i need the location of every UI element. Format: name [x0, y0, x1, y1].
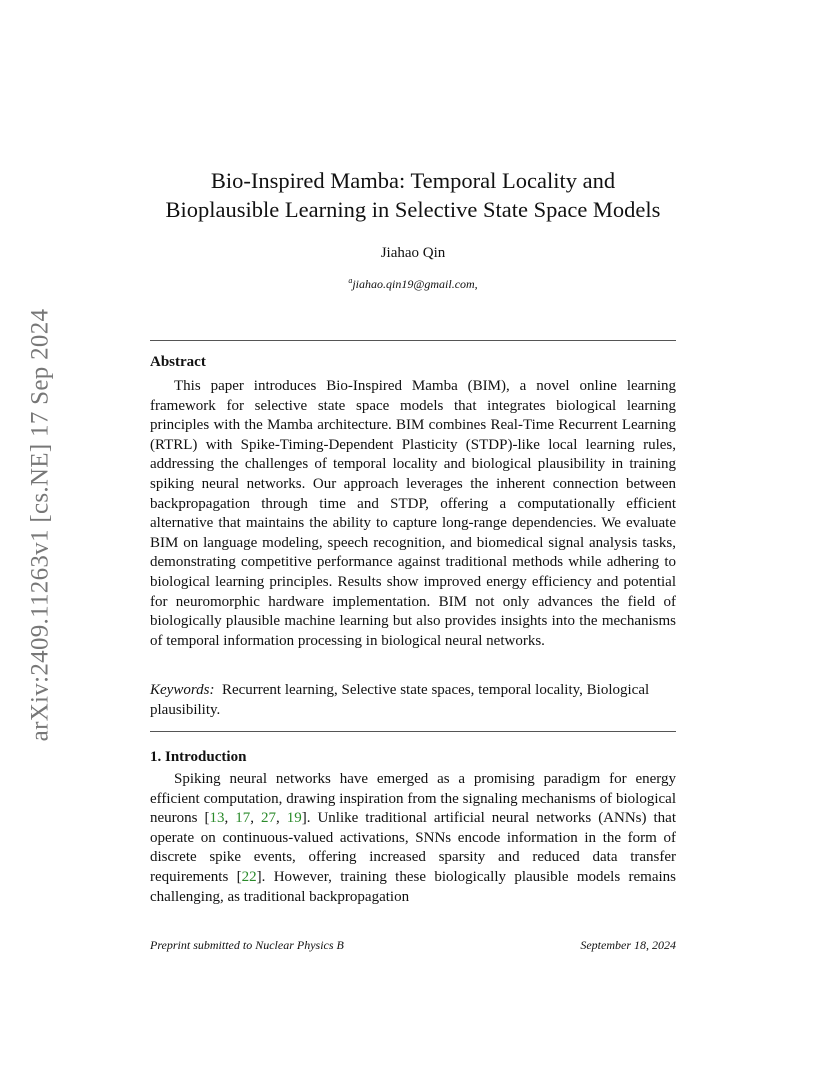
citation-17[interactable]: 17: [235, 810, 251, 827]
introduction-paragraph: Spiking neural networks have emerged as a promising paradigm for energy efficient computation, drawing inspiration from the signaling mechanisms of biological neurons [13, 17, 27, 19]. Unlike traditional artificial neural networks (ANNs) that operate on continuous-valued activations, SNNs encode information in the form of discrete spike events, offering increased sparsity and reduced data transfer requirements [22]. However, training these biologically plausible models remains challenging, as traditional backpropagation: [150, 771, 676, 905]
affiliation-mark: a: [348, 276, 353, 285]
footer-date: September 18, 2024: [580, 938, 676, 952]
keywords: [150, 680, 676, 720]
keywords-label: Keywords:: [150, 682, 215, 698]
citation-19[interactable]: 19: [286, 810, 302, 827]
bottom-rule: [150, 731, 676, 732]
citation-27[interactable]: 27: [260, 810, 276, 827]
abstract-heading: Abstract: [150, 354, 206, 370]
arxiv-identifier: arXiv:2409.11263v1 [cs.NE] 17 Sep 2024: [26, 308, 54, 742]
footer-journal: Preprint submitted to Nuclear Physics B: [150, 938, 344, 952]
author-email: jiahao.qin19@gmail.com,: [352, 277, 478, 291]
title-line-1: Bio-Inspired Mamba: Temporal Locality and: [210, 168, 616, 193]
keywords-text: Recurrent learning, Selective state spaces, temporal locality, Biological plausibility.: [150, 682, 650, 718]
intro-text-2: ]. Unlike traditional artificial neural networks (ANNs) that operate on continuous-valued activations, SNNs encode information in the form of discrete spike events, offering increased sparsity and reduced data transfer requirements [: [150, 810, 676, 885]
citation-22[interactable]: 22: [241, 868, 257, 885]
arxiv-sidebar: [22, 290, 58, 760]
paper-title: [150, 166, 676, 224]
intro-text-1: Spiking neural networks have emerged as a promising paradigm for energy efficient computation, drawing inspiration from the signaling mechanisms of biological neurons [: [150, 771, 676, 827]
page-footer: [150, 938, 676, 953]
author-affiliation: [150, 276, 676, 292]
citation-13[interactable]: 13: [209, 810, 225, 827]
title-line-2: Bioplausible Learning in Selective State Space Models: [165, 197, 661, 222]
intro-text-3: ]. However, training these biologically plausible models remains challenging, as traditional backpropagation: [150, 868, 676, 905]
abstract-text: This paper introduces Bio-Inspired Mamba (BIM), a novel online learning framework for selective state space models that integrates biological learning principles with the Mamba architecture. BIM combines Real-Time Recurrent Learning (RTRL) with Spike-Timing-Dependent Plasticity (STDP)-like local learning rules, addressing the challenges of temporal locality and biological plausibility in training spiking neural networks. Our approach leverages the inherent connection between backpropagation through time and STDP, offering a computationally efficient alternative that maintains the ability to capture long-range dependencies. We evaluate BIM on language modeling, speech recognition, and biomedical signal analysis tasks, demonstrating competitive performance against traditional methods while adhering to biological learning principles. Results show improved energy efficiency and potential for neuromorphic hardware implementation. BIM not only advances the field of biologically plausible machine learning but also provides insights into the mechanisms of temporal information processing in biological neural networks.: [150, 378, 676, 649]
author-name: Jiahao Qin: [380, 245, 446, 261]
introduction-heading: 1. Introduction: [150, 749, 247, 765]
top-rule: [150, 340, 676, 341]
